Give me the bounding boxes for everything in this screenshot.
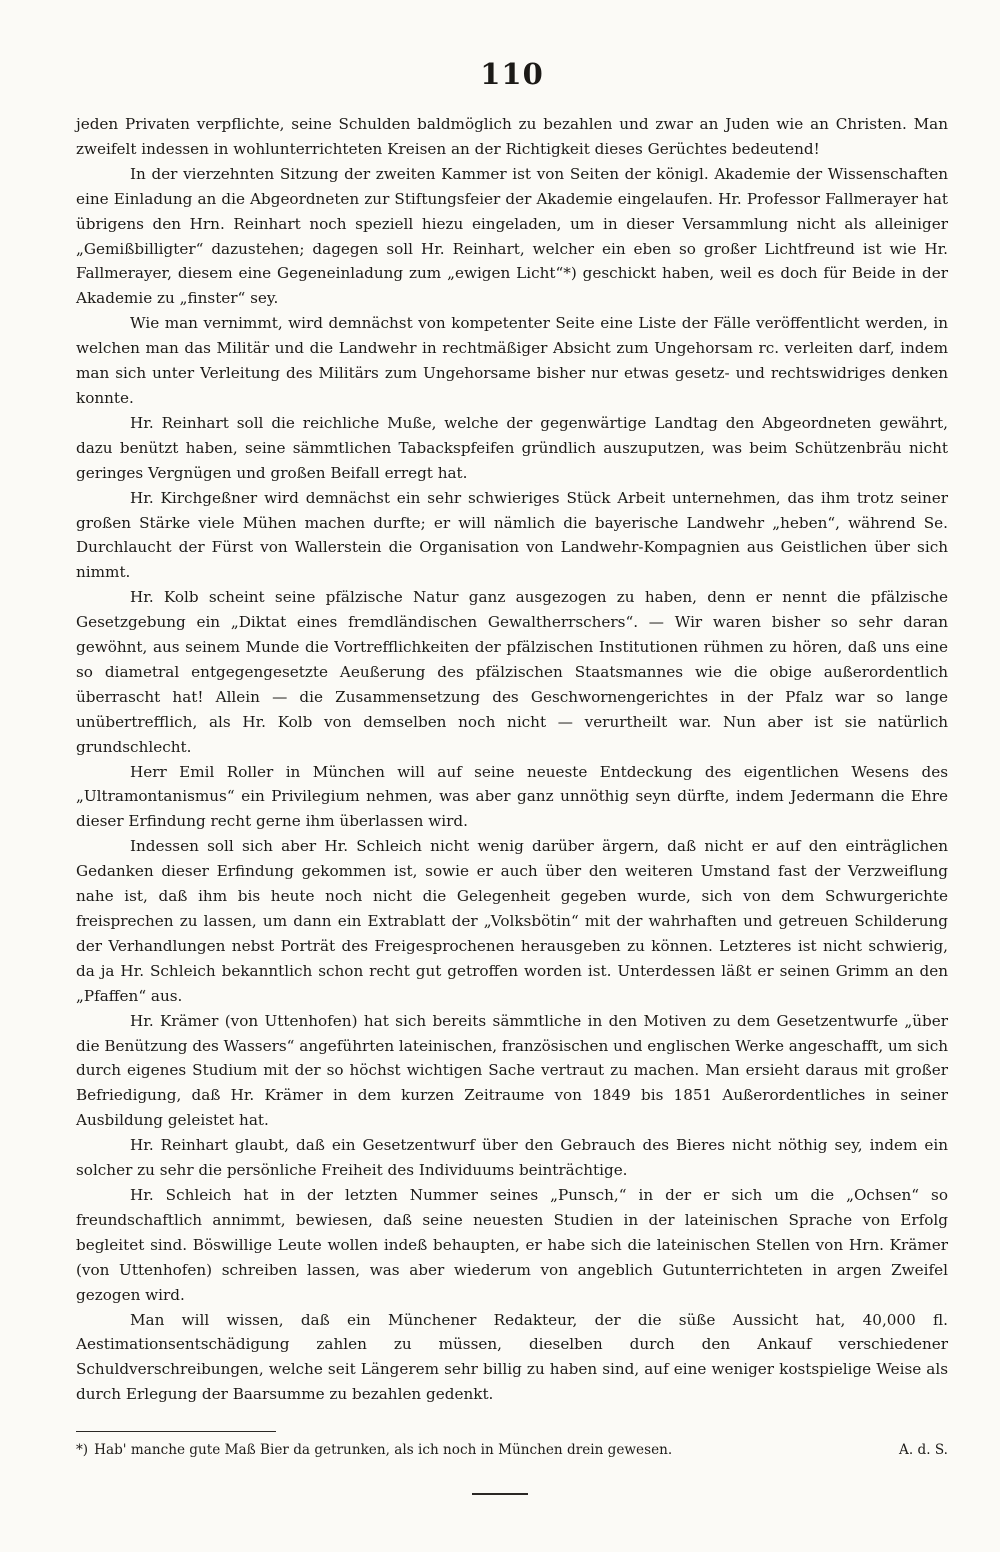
paragraph-reinhart-muse: Hr. Reinhart soll die reichliche Muße, welche der gegenwärtige Landtag den Abgeordneten gewährt, dazu benützt haben, seine sämmtlichen Tabackspfeifen gründlich auszuputzen, was beim Schützenbräu nicht geringes Vergnügen und großen Beifall erregt hat. — [76, 413, 948, 482]
page-number: 110 — [480, 57, 544, 91]
paragraph-militaer: Wie man vernimmt, wird demnächst von kompetenter Seite eine Liste der Fälle veröffentlicht werden, in welchen man das Militär und die Landwehr in rechtmäßiger Absicht zum Ungehorsam rc. verleiten darf, indem man sich unter Verleitung des Militärs zum Ungehorsame bisher nur etwas gesetz- und rechtswidriges denken konnte. — [76, 314, 948, 407]
footnote — [76, 1440, 948, 1460]
paragraph-kolb: Hr. Kolb scheint seine pfälzische Natur ganz ausgezogen zu haben, denn er nennt die pfälzische Gesetzgebung ein „Diktat eines fremdländischen Gewaltherrschers“. — Wir waren bisher so sehr daran gewöhnt, aus seinem Munde die Vortrefflichkeiten der pfälzischen Institutionen rühmen zu hören, daß uns eine so diametral entgegengesetzte Aeußerung des pfälzischen Staatsmannes wie die obige außerordentlich überrascht hat! Allein — die Zusammensetzung des Geschwornengerichtes in der Pfalz war so lange unübertrefflich, als Hr. Kolb von demselben noch nicht — verurtheilt war. Nun aber ist sie natürlich grundschlecht. — [76, 588, 948, 756]
paragraph-roller: Herr Emil Roller in München will auf seine neueste Entdeckung des eigentlichen Wesens des „Ultramontanismus“ ein Privilegium nehmen, was aber ganz unnöthig seyn dürfte, indem Jedermann die Ehre dieser Erfindung recht gerne ihm überlassen wird. — [76, 762, 948, 831]
footnote-mark: *) — [76, 1442, 89, 1459]
paragraph-reinhart-bier: Hr. Reinhart glaubt, daß ein Gesetzentwurf über den Gebrauch des Bieres nicht nöthig sey, indem ein solcher zu sehr die persönliche Freiheit des Individuums beinträchtige. — [76, 1136, 948, 1180]
article-body — [76, 112, 948, 1407]
paragraph-continued: jeden Privaten verpflichte, seine Schulden baldmöglich zu bezahlen und zwar an Juden wie an Christen. Man zweifelt indessen in wohlunterrichteten Kreisen an der Richtigkeit dieses Gerüchtes bedeutend! — [76, 115, 948, 158]
paragraph-redakteur: Man will wissen, daß ein Münchener Redakteur, der die süße Aussicht hat, 40,000 fl. Aestimationsentschädigung zahlen zu müssen, dieselben durch den Ankauf verschiedener Schuldverschreibungen, welche seit Längerem sehr billig zu haben sind, auf eine weniger kostspielige Weise als durch Erlegung der Baarsumme zu bezahlen gedenkt. — [76, 1310, 948, 1404]
footnote-text: Hab' manche gute Maß Bier da getrunken, als ich noch in München drein gewesen. — [94, 1442, 673, 1459]
paragraph-schleich-punsch: Hr. Schleich hat in der letzten Nummer seines „Punsch,“ in der er sich um die „Ochsen“ so freundschaftlich annimmt, bewiesen, daß seine neuesten Studien in der lateinischen Sprache von Erfolg begleitet sind. Böswillige Leute wollen indeß behaupten, er habe sich die lateinischen Stellen von Hrn. Krämer (von Uttenhofen) schreiben lassen, was aber wiederum von angeblich Gutunterrichteten in argen Zweifel gezogen wird. — [76, 1185, 948, 1304]
footnote-signature: A. d. S. — [899, 1442, 948, 1459]
paragraph-schleich: Indessen soll sich aber Hr. Schleich nicht wenig darüber ärgern, daß nicht er auf den einträglichen Gedanken dieser Erfindung gekommen ist, sowie er auch über den weiteren Umstand fast der Verzweiflung nahe ist, daß ihm bis heute noch nicht die Gelegenheit gegeben wurde, sich von dem Schwurgerichte freisprechen zu lassen, um dann ein Extrablatt der „Volksbötin“ mit der wahrhaften und getreuen Schilderung der Verhandlungen nebst Porträt des Freigesprochenen herausgeben zu können. Letzteres ist nicht schwierig, da ja Hr. Schleich bekanntlich schon recht gut getroffen worden ist. Unterdessen läßt er seinen Grimm an den „Pfaffen“ aus. — [76, 837, 948, 1005]
paragraph-kraemer: Hr. Krämer (von Uttenhofen) hat sich bereits sämmtliche in den Motiven zu dem Gesetzentwurfe „über die Benützung des Wassers“ angeführten lateinischen, französischen und englischen Werke angeschafft, um sich durch eigenes Studium mit der so höchst wichtigen Sache vertraut zu machen. Man ersieht daraus mit großer Befriedigung, daß Hr. Krämer in dem kurzen Zeitraume von 1849 bis 1851 Außerordentliches in seiner Ausbildung geleistet hat. — [76, 1011, 948, 1130]
paragraph-akademie: In der vierzehnten Sitzung der zweiten Kammer ist von Seiten der königl. Akademie der Wissenschaften eine Einladung an die Abgeordneten zur Stiftungsfeier der Akademie eingelaufen. Hr. Professor Fallmerayer hat übrigens den Hrn. Reinhart noch speziell hiezu eingeladen, um in dieser Versammlung nicht als alleiniger „Gemißbilligter“ dazustehen; dagegen soll Hr. Reinhart, welcher ein eben so großer Lichtfreund ist wie Hr. Fallmerayer, diesem eine Gegeneinladung zum „ewigen Licht“*) geschickt haben, weil es doch für Beide in der Akademie zu „finster“ sey. — [76, 164, 948, 308]
footnote-divider — [76, 1431, 276, 1432]
paragraph-kirchgessner: Hr. Kirchgeßner wird demnächst ein sehr schwieriges Stück Arbeit unternehmen, das ihm trotz seiner großen Stärke viele Mühen machen durfte; er will nämlich die bayerische Landwehr „heben“, während Se. Durchlaucht der Fürst von Wallerstein die Organisation von Landwehr-Kompagnien aus Geistlichen über sich nimmt. — [76, 488, 948, 582]
page-end-rule — [472, 1493, 528, 1495]
